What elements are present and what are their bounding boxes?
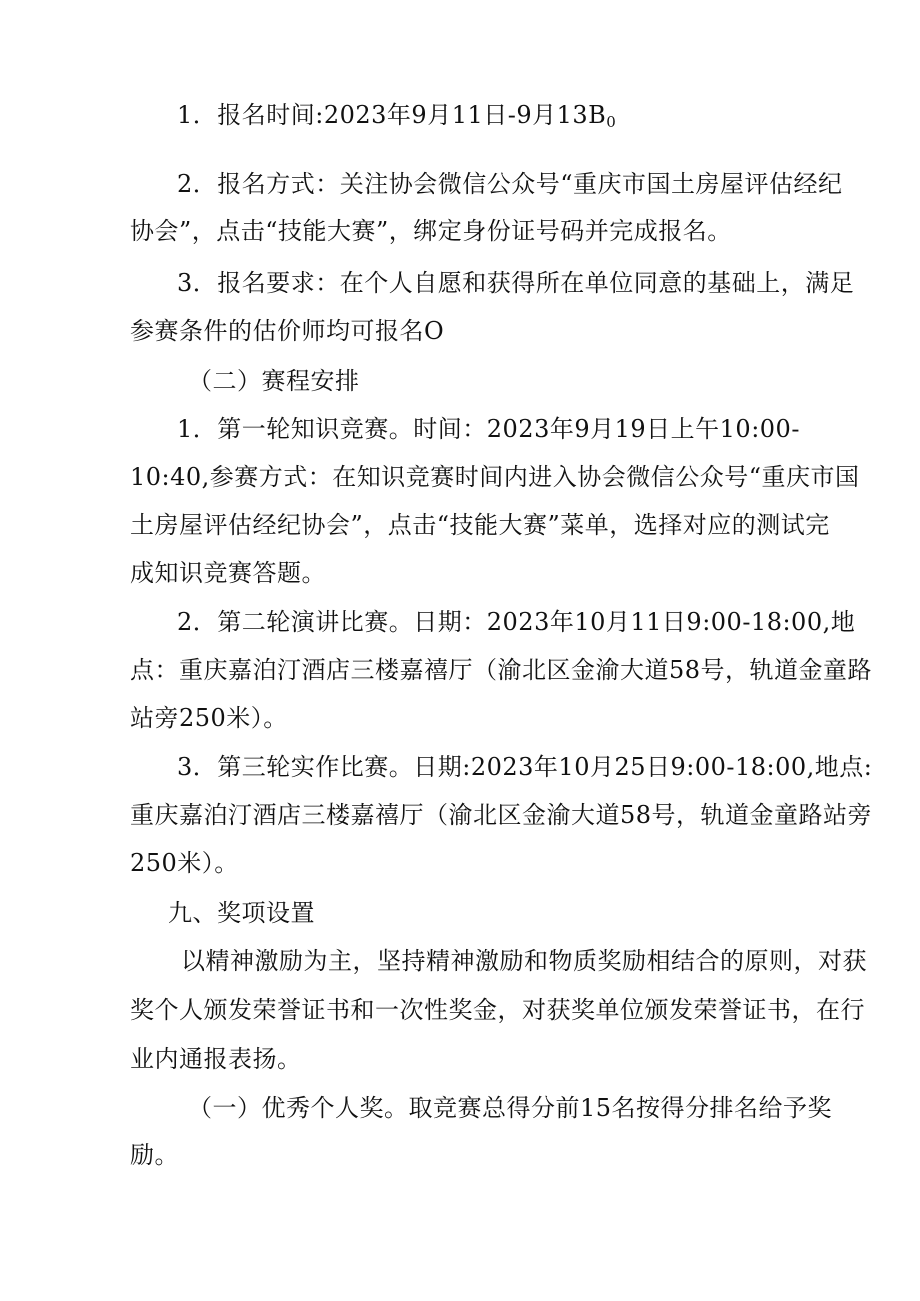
- round1-line-3: 土房屋评估经纪协会”，点击“技能大赛”菜单，选择对应的测试完: [130, 511, 830, 539]
- round1-line-4: 成知识竞赛答题。: [130, 559, 326, 587]
- registration-requirement-line-1: 3．报名要求：在个人自愿和获得所在单位同意的基础上，满足: [177, 269, 855, 297]
- round1-line-1: 1．第一轮知识竞赛。时间：2023年9月19日上午10:00-: [177, 415, 800, 443]
- registration-requirement-line-2: 参赛条件的估价师均可报名O: [130, 317, 445, 345]
- registration-method-line-2: 协会”，点击“技能大赛”，绑定身份证号码并完成报名。: [130, 217, 732, 245]
- registration-method-line-1: 2．报名方式：关注协会微信公众号“重庆市国土房屋评估经纪: [177, 170, 843, 198]
- individual-award-line-1: （一）优秀个人奖。取竞赛总得分前15名按得分排名给予奖: [188, 1094, 833, 1122]
- round2-line-3: 站旁250米）。: [130, 704, 288, 732]
- registration-time: [177, 100, 616, 137]
- round2-line-2: 点：重庆嘉泊汀酒店三楼嘉禧厅（渝北区金渝大道58号，轨道金童路: [130, 656, 873, 684]
- round3-line-1: 3．第三轮实作比赛。日期:2023年10月25日9:00-18:00,地点:: [177, 753, 873, 781]
- awards-intro-line-1: 以精神激励为主，坚持精神激励和物质奖励相结合的原则，对获: [181, 947, 867, 975]
- registration-time-suffix: 0: [606, 113, 617, 131]
- awards-intro-line-2: 奖个人颁发荣誉证书和一次性奖金，对获奖单位颁发荣誉证书，在行: [130, 996, 865, 1024]
- round3-line-2: 重庆嘉泊汀酒店三楼嘉禧厅（渝北区金渝大道58号，轨道金童路站旁: [130, 801, 873, 829]
- round1-line-2: 10:40,参赛方式：在知识竞赛时间内进入协会微信公众号“重庆市国: [130, 463, 860, 491]
- round2-line-1: 2．第二轮演讲比赛。日期：2023年10月11日9:00-18:00,地: [177, 608, 856, 636]
- round3-line-3: 250米）。: [130, 849, 239, 877]
- awards-heading: 九、奖项设置: [168, 899, 315, 927]
- schedule-heading: （二）赛程安排: [188, 367, 360, 395]
- individual-award-line-2: 励。: [130, 1141, 179, 1169]
- registration-time-text: 1．报名时间:2023年9月11日-9月13B: [177, 101, 607, 129]
- awards-intro-line-3: 业内通报表扬。: [130, 1045, 302, 1073]
